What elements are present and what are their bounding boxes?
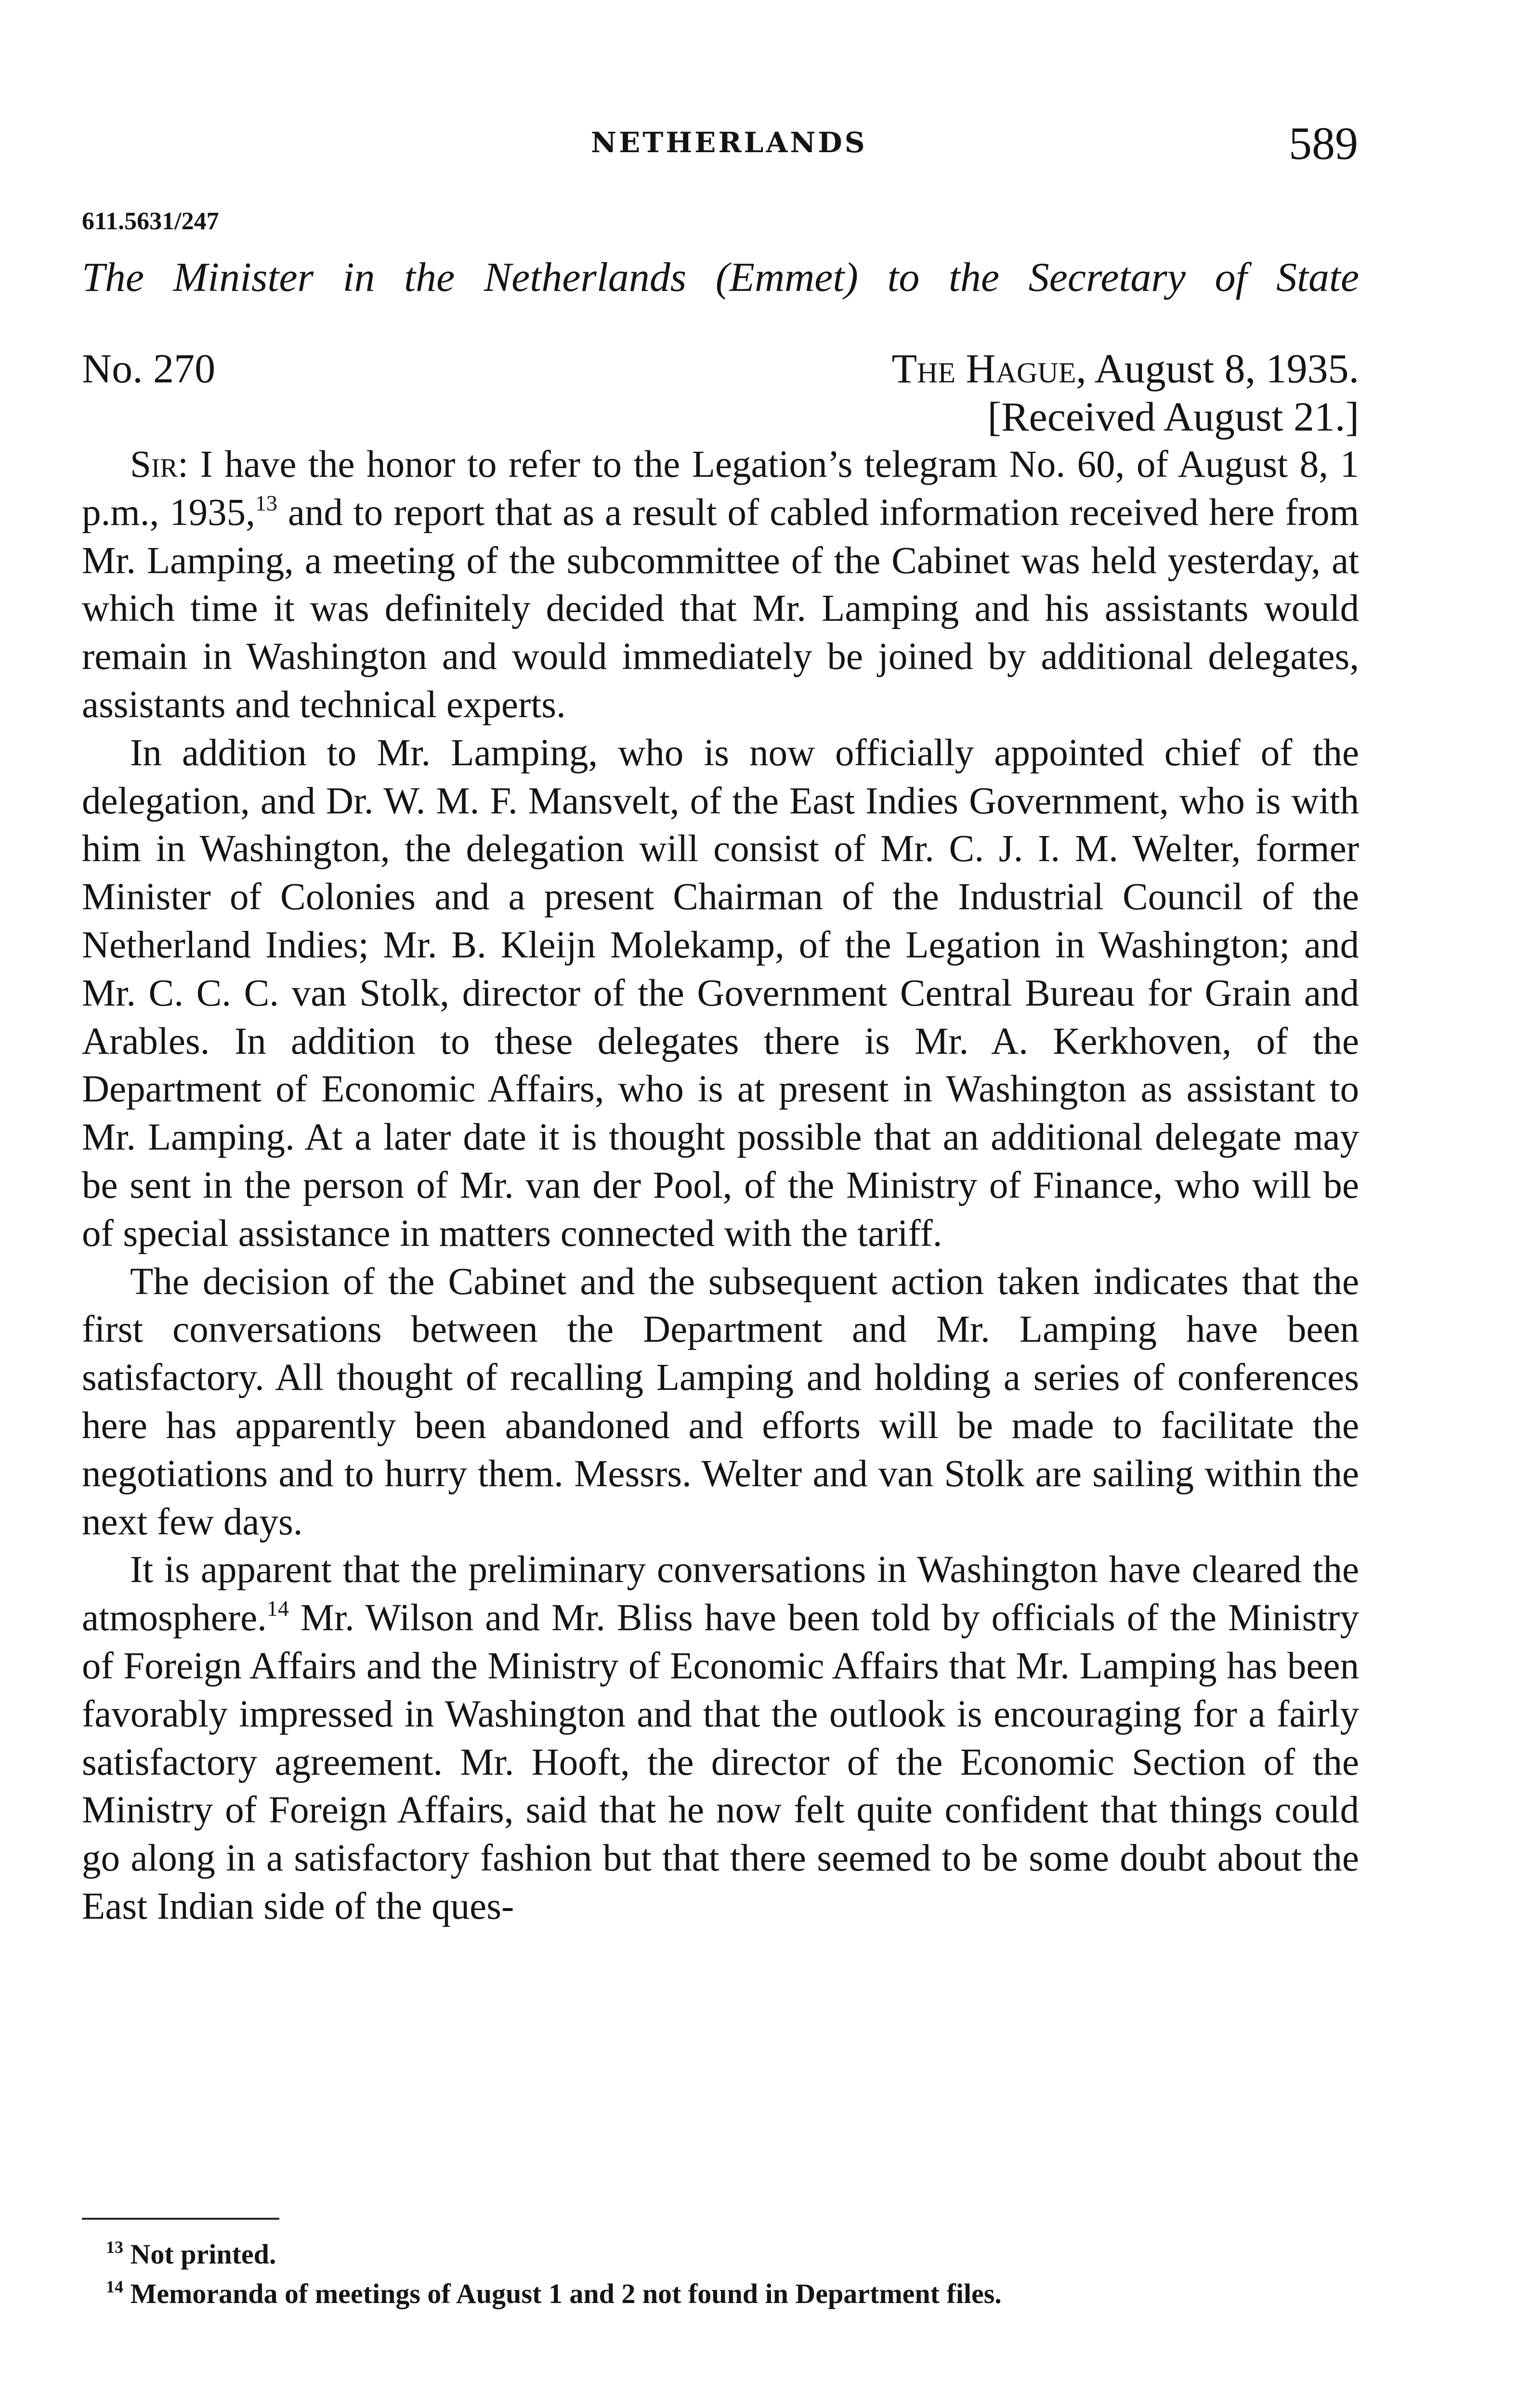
footnote-ref-14: 14 (266, 1596, 289, 1621)
footnote-text: Not printed. (130, 2238, 276, 2270)
dateline-date: , August 8, 1935. (1076, 345, 1359, 392)
letter-body (82, 441, 1359, 1931)
dateline (892, 344, 1360, 393)
salutation: Sir (130, 444, 178, 485)
paragraph-4 (82, 1546, 1359, 1930)
footnote-13 (106, 2235, 1358, 2274)
footnote-14 (106, 2274, 1358, 2314)
paragraph-2: In addition to Mr. Lamping, who is now officially appointed chief of the delegation, and Dr. W. M. F. Mansvelt, of the East Indies Government, who is with him in Washington, the delegation will consist of Mr. C. J. I. M. Welter, former Minister of Colonies and a present Chairman of the Industrial Council of the Netherland Indies; Mr. B. Kleijn Molekamp, of the Legation in Washington; and Mr. C. C. C. van Stolk, director of the Government Central Bureau for Grain and Arables. In addition to these delegates there is Mr. A. Kerkhoven, of the Department of Economic Affairs, who is at present in Washington as assistant to Mr. Lamping. At a later date it is thought possible that an additional delegate may be sent in the person of Mr. van der Pool, of the Ministry of Finance, who will be of special assistance in matters connected with the tariff. (82, 732, 1359, 1255)
footnote-mark: 14 (106, 2277, 123, 2296)
page-number: 589 (1289, 118, 1358, 169)
file-number: 611.5631/247 (82, 208, 219, 235)
paragraph-3: The decision of the Cabinet and the subsequent action taken indicates that the first conversations between the Department and Mr. Lamping have been satisfactory. All thought of recalling Lamping and holding a series of conferences here has apparently been abandoned and efforts will be made to facilitate the negotiations and to hurry them. Messrs. Welter and van Stolk are sailing within the next few days. (82, 1260, 1359, 1543)
running-head: NETHERLANDS (591, 126, 867, 159)
footnote-divider (82, 2218, 279, 2220)
dateline-place: The Hague (891, 345, 1076, 392)
paragraph-1-text-b: and to report that as a result of cabled information received here from Mr. Lamping, a meeting of the subcommittee of the Cabinet was held yesterday, at which time it was definitely decided that Mr. Lamping and his assistants would remain in Washington and would immediately be joined by additional delegates, assistants and technical experts. (82, 491, 1359, 726)
paragraph-1 (82, 441, 1359, 729)
document-number: No. 270 (82, 345, 216, 392)
footnote-ref-13: 13 (255, 490, 277, 515)
footnote-text: Memoranda of meetings of August 1 and 2 not found in Department files. (130, 2278, 1002, 2309)
paragraph-4-text-b: Mr. Wilson and Mr. Bliss have been told by officials of the Ministry of Foreign Affairs and the Ministry of Economic Affairs that Mr. Lamping has been favorably impressed in Washington and that the outlook is encouraging for a fairly satisfactory agreement. Mr. Hooft, the director of the Economic Section of the Ministry of Foreign Affairs, said that he now felt quite confident that things could go along in a satisfactory fashion but that there seemed to be some doubt about the East Indian side of the ques- (82, 1597, 1359, 1927)
paragraph-1-text-a: : I have the honor to refer to the Legation’s telegram No. 60, of August 8, 1 p.m., 1935, (82, 444, 1359, 534)
document-title: The Minister in the Netherlands (Emmet) to the Secretary of State (82, 254, 1359, 300)
paragraph-4-text-a: It is apparent that the preliminary conversations in Washington have cleared the atmosphere. (82, 1549, 1359, 1639)
footnote-mark: 13 (106, 2238, 123, 2257)
received-date: [Received August 21.] (987, 393, 1359, 440)
footnotes (106, 2235, 1358, 2314)
